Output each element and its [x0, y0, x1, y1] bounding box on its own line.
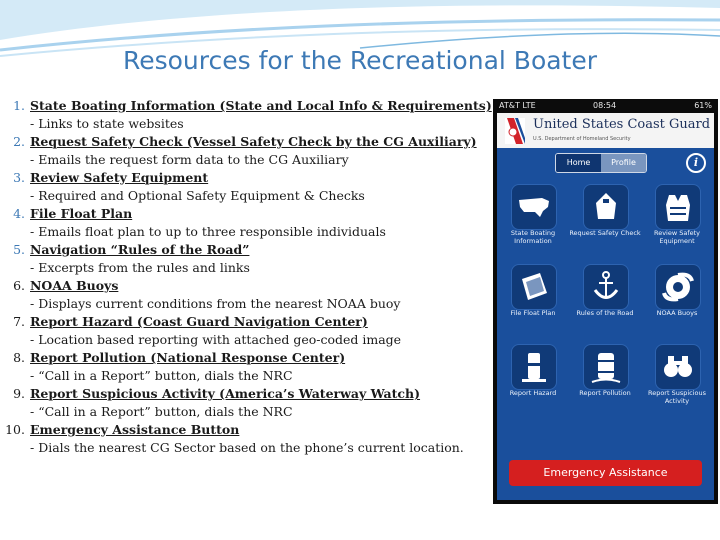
item-number: 1.	[13, 98, 25, 113]
tile-icon-frame	[583, 184, 629, 230]
list-item	[0, 97, 495, 133]
list-item	[0, 241, 495, 277]
binoculars-icon	[656, 345, 700, 389]
tile-icon-frame	[511, 264, 557, 310]
item-description: - “Call in a Report” button, dials the NRC	[30, 404, 293, 419]
app-name: United States Coast Guard	[533, 117, 711, 132]
tile-review-safety-equipment[interactable]	[641, 176, 713, 250]
list-item	[0, 385, 495, 421]
tile-icon-frame	[655, 344, 701, 390]
app-header	[497, 113, 714, 148]
item-number: 5.	[13, 242, 25, 257]
tile-label: State Boating Information	[510, 229, 556, 245]
item-description: - Emails the request form data to the CG Auxiliary	[30, 152, 349, 167]
hurricane-icon	[656, 265, 700, 309]
list-item	[0, 133, 495, 169]
item-description: - “Call in a Report” button, dials the NRC	[30, 368, 293, 383]
item-description: - Excerpts from the rules and links	[30, 260, 250, 275]
tab-home[interactable]: Home	[556, 154, 601, 172]
segmented-tabs	[555, 153, 647, 173]
battery-level: 61%	[694, 101, 712, 110]
boat-bow-icon	[584, 185, 628, 229]
item-number: 8.	[13, 350, 25, 365]
tile-label: Rules of the Road	[576, 309, 634, 317]
app-subtitle: U.S. Department of Homeland Security	[533, 136, 631, 142]
resource-list	[0, 97, 495, 457]
item-number: 10.	[5, 422, 25, 437]
coast-guard-logo-icon	[505, 118, 525, 144]
app-screen	[497, 148, 714, 500]
item-number: 3.	[13, 170, 25, 185]
tab-profile[interactable]: Profile	[601, 154, 646, 172]
tile-label: Report Pollution	[579, 389, 631, 397]
item-heading: State Boating Information (State and Local Info & Requirements)	[30, 98, 492, 113]
item-heading: Emergency Assistance Button	[30, 422, 240, 437]
carrier-label: AT&T LTE	[499, 101, 536, 110]
app-navbar	[497, 148, 714, 176]
status-bar	[493, 99, 718, 113]
item-description: - Required and Optional Safety Equipment & Checks	[30, 188, 365, 203]
tile-icon-frame	[655, 264, 701, 310]
emergency-assistance-button[interactable]: Emergency Assistance	[509, 460, 702, 486]
item-heading: Report Pollution (National Response Center)	[30, 350, 346, 365]
tile-file-float-plan[interactable]	[497, 256, 569, 330]
tile-icon-frame	[583, 264, 629, 310]
oil-barrel-icon	[584, 345, 628, 389]
tile-state-boating-information[interactable]	[497, 176, 569, 250]
us-map-icon	[512, 185, 556, 229]
tile-icon-frame	[655, 184, 701, 230]
tile-request-safety-check[interactable]	[569, 176, 641, 250]
tile-icon-frame	[583, 344, 629, 390]
list-item	[0, 313, 495, 349]
tile-label: Report Hazard	[509, 389, 557, 397]
list-item	[0, 349, 495, 385]
item-heading: Request Safety Check (Vessel Safety Check by the CG Auxiliary)	[30, 134, 477, 149]
item-heading: File Float Plan	[30, 206, 133, 221]
tile-label: Report Suspicious Activity	[647, 389, 707, 405]
info-icon[interactable]: i	[686, 153, 706, 173]
item-heading: Review Safety Equipment	[30, 170, 209, 185]
item-description: - Location based reporting with attached geo-coded image	[30, 332, 402, 347]
hazard-buoy-icon	[512, 345, 556, 389]
tile-label: NOAA Buoys	[656, 309, 698, 317]
item-heading: NOAA Buoys	[30, 278, 119, 293]
item-number: 2.	[13, 134, 25, 149]
tile-label: Request Safety Check	[569, 229, 641, 237]
tile-noaa-buoys[interactable]	[641, 256, 713, 330]
tile-report-suspicious-activity[interactable]	[641, 336, 713, 410]
phone-screenshot	[493, 99, 718, 504]
list-item	[0, 421, 495, 457]
item-description: - Emails float plan to up to three responsible individuals	[30, 224, 386, 239]
item-heading: Navigation “Rules of the Road”	[30, 242, 250, 257]
item-heading: Report Suspicious Activity (America’s Waterway Watch)	[30, 386, 421, 401]
item-description: - Dials the nearest CG Sector based on the phone’s current location.	[30, 440, 464, 455]
item-number: 6.	[13, 278, 25, 293]
tile-label: File Float Plan	[510, 309, 556, 317]
list-item	[0, 277, 495, 313]
clock: 08:54	[593, 101, 617, 110]
slide-title: Resources for the Recreational Boater	[122, 46, 598, 75]
tile-label: Review Safety Equipment	[653, 229, 701, 245]
tile-icon-frame	[511, 344, 557, 390]
anchor-icon	[584, 265, 628, 309]
item-description: - Links to state websites	[30, 116, 184, 131]
list-item	[0, 205, 495, 241]
tile-icon-frame	[511, 184, 557, 230]
tile-rules-of-the-road[interactable]	[569, 256, 641, 330]
item-number: 4.	[13, 206, 25, 221]
item-number: 7.	[13, 314, 25, 329]
item-description: - Displays current conditions from the nearest NOAA buoy	[30, 296, 401, 311]
life-vest-icon	[656, 185, 700, 229]
float-plan-map-icon	[512, 265, 556, 309]
tile-report-pollution[interactable]	[569, 336, 641, 410]
item-number: 9.	[13, 386, 25, 401]
item-heading: Report Hazard (Coast Guard Navigation Center)	[30, 314, 368, 329]
list-item	[0, 169, 495, 205]
tile-report-hazard[interactable]	[497, 336, 569, 410]
